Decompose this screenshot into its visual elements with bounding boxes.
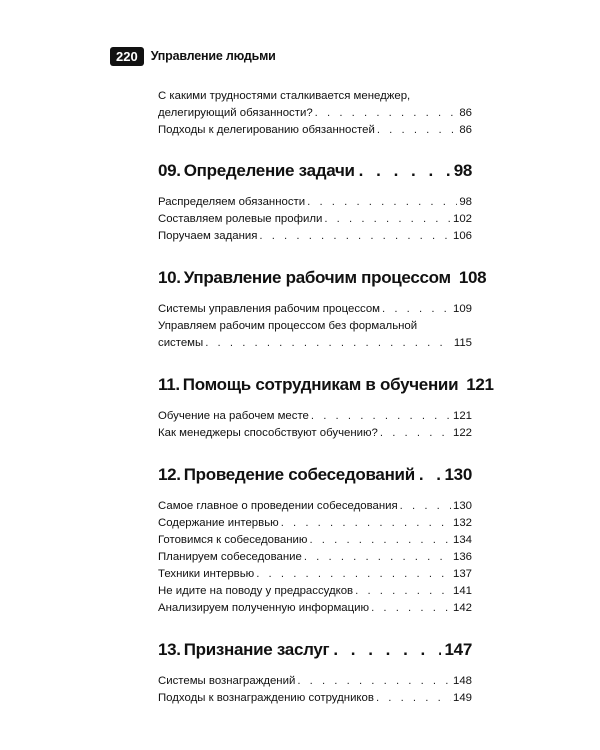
- toc-entry-title: Анализируем полученную информацию: [158, 602, 370, 614]
- dot-leader: [256, 566, 451, 583]
- dot-leader: [304, 549, 451, 566]
- dot-leader: [333, 637, 440, 663]
- dot-leader: [355, 583, 451, 600]
- toc-entry-page: 106: [452, 230, 472, 242]
- toc-entry-page: 115: [453, 337, 472, 349]
- chapter-page: 130: [444, 465, 472, 484]
- toc-entry-title: С какими трудностями сталкивается менеджер,: [158, 90, 411, 102]
- toc-entry-title: Системы вознаграждений: [158, 675, 296, 687]
- toc-entry-page: 137: [452, 568, 472, 580]
- chapter-title: Помощь сотрудникам в обучении: [182, 375, 459, 394]
- dot-leader: [376, 690, 451, 707]
- dot-leader: [400, 498, 451, 515]
- dot-leader: [307, 194, 457, 211]
- toc-entry[interactable]: [158, 566, 472, 583]
- toc-entry-title: Управляем рабочим процессом без формальной: [158, 320, 418, 332]
- toc-entry-title: Техники интервью: [158, 568, 255, 580]
- toc-entry-page: 122: [452, 427, 472, 439]
- toc-entry[interactable]: [158, 211, 472, 228]
- page-number-badge: 220: [110, 47, 144, 66]
- toc-entry-page: 134: [452, 534, 472, 546]
- dot-leader: [371, 600, 451, 617]
- toc-entry-title: Поручаем задания: [158, 230, 258, 242]
- toc-entry-title: Распределяем обязанности: [158, 196, 306, 208]
- toc-entry-continued[interactable]: [158, 105, 472, 122]
- toc-entry-page: 136: [452, 551, 472, 563]
- dot-leader: [297, 673, 451, 690]
- toc-entry[interactable]: [158, 498, 472, 515]
- chapter-number: 10.: [158, 268, 181, 287]
- toc-entry-title: Подходы к вознаграждению сотрудников: [158, 692, 374, 704]
- toc-entry-page: 121: [452, 410, 472, 422]
- toc-entry-page: 98: [459, 196, 472, 208]
- toc-entry[interactable]: [158, 583, 472, 600]
- toc-entry[interactable]: [158, 425, 472, 442]
- toc-entry-page: 86: [459, 107, 472, 119]
- dot-leader: [205, 335, 452, 352]
- toc-entry[interactable]: [158, 408, 472, 425]
- chapter-page: 108: [458, 268, 487, 287]
- toc-entry[interactable]: [158, 673, 472, 690]
- toc-entry-title: Планируем собеседование: [158, 551, 302, 563]
- toc-entry-title: системы: [158, 337, 204, 349]
- book-title: Управление людьми: [150, 49, 276, 63]
- toc-entry-page: 141: [452, 585, 472, 597]
- toc-entry-title: Обучение на рабочем месте: [158, 410, 309, 422]
- toc-entry-title: Не идите на поводу у предрассудков: [158, 585, 354, 597]
- toc-entry-page: 148: [452, 675, 472, 687]
- dot-leader: [382, 301, 451, 318]
- dot-leader: [315, 105, 458, 122]
- dot-leader: [309, 532, 451, 549]
- chapter-heading[interactable]: [158, 158, 472, 184]
- chapter-heading[interactable]: [158, 462, 472, 488]
- toc-entry-title: Подходы к делегированию обязанностей: [158, 124, 375, 136]
- chapter-heading[interactable]: [158, 265, 487, 291]
- toc-entry-page: 86: [459, 124, 472, 136]
- toc-entry[interactable]: [158, 690, 472, 707]
- toc-entry-page: 142: [452, 602, 472, 614]
- toc-entry-title: Самое главное о проведении собеседования: [158, 500, 398, 512]
- toc-entry-title: Готовимся к собеседованию: [158, 534, 308, 546]
- chapter-number: 13.: [158, 640, 181, 659]
- dot-leader: [359, 158, 450, 184]
- chapter-title: Определение задачи: [183, 161, 355, 180]
- toc-entry[interactable]: [158, 301, 472, 318]
- toc-entry[interactable]: [158, 549, 472, 566]
- toc-entry-title: Как менеджеры способствуют обучению?: [158, 427, 378, 439]
- toc-entry[interactable]: [158, 515, 472, 532]
- chapter-page: 98: [453, 161, 472, 180]
- chapter-number: 12.: [158, 465, 181, 484]
- toc-entry[interactable]: [158, 122, 472, 139]
- toc-entry[interactable]: [158, 318, 472, 335]
- toc-entry-title: Составляем ролевые профили: [158, 213, 323, 225]
- table-of-contents: [158, 88, 494, 707]
- toc-entry-title: делегирующий обязанности?: [158, 107, 313, 119]
- chapter-number: 09.: [158, 161, 181, 180]
- chapter-number: 11.: [158, 375, 180, 394]
- toc-entry[interactable]: [158, 194, 472, 211]
- chapter-page: 147: [444, 640, 472, 659]
- dot-leader: [281, 515, 451, 532]
- dot-leader: [259, 228, 451, 245]
- chapter-title: Проведение собеседований: [183, 465, 415, 484]
- toc-entry-page: 102: [452, 213, 472, 225]
- chapter-heading[interactable]: [158, 372, 494, 398]
- chapter-title: Управление рабочим процессом: [183, 268, 451, 287]
- dot-leader: [380, 425, 451, 442]
- toc-entry[interactable]: [158, 600, 472, 617]
- toc-entry[interactable]: [158, 228, 472, 245]
- toc-entry-page: 130: [452, 500, 472, 512]
- toc-entry-page: 109: [452, 303, 472, 315]
- chapter-title: Признание заслуг: [183, 640, 330, 659]
- toc-entry-page: 149: [452, 692, 472, 704]
- dot-leader: [419, 462, 441, 488]
- toc-entry-title: Системы управления рабочим процессом: [158, 303, 381, 315]
- dot-leader: [377, 122, 457, 139]
- chapter-heading[interactable]: [158, 637, 472, 663]
- dot-leader: [324, 211, 451, 228]
- running-head: [110, 46, 490, 66]
- toc-entry-continued[interactable]: [158, 335, 472, 352]
- toc-entry-title: Содержание интервью: [158, 517, 279, 529]
- toc-entry-page: 132: [452, 517, 472, 529]
- toc-entry[interactable]: [158, 532, 472, 549]
- dot-leader: [311, 408, 451, 425]
- chapter-page: 121: [466, 375, 494, 394]
- toc-entry[interactable]: [158, 88, 472, 105]
